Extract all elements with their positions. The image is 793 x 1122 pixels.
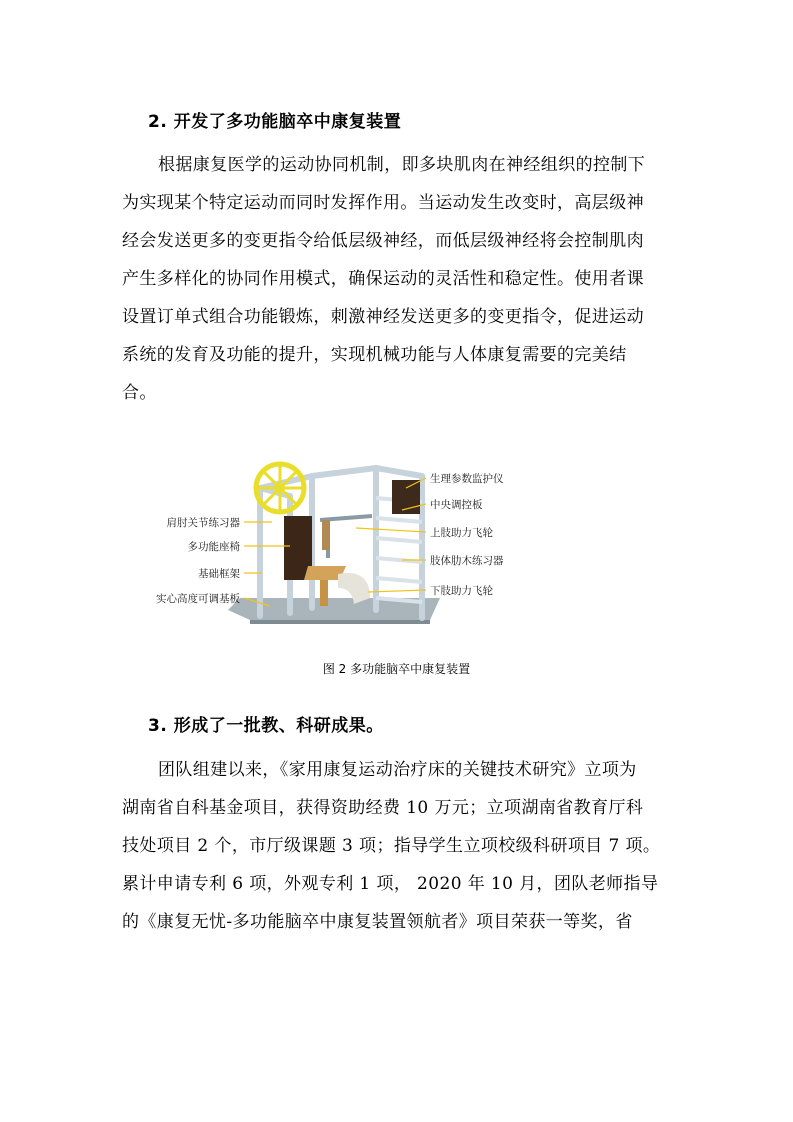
label-monitor: 生理参数监护仪 [430, 473, 504, 485]
paragraph-line: 湖南省自科基金项目，获得资助经费 10 万元；立项湖南省教育厅科 [122, 798, 644, 818]
paragraph-line: 的《康复无忧-多功能脑卒中康复装置领航者》项目荣获一等奖，省 [122, 912, 633, 932]
label-lower-flywheel: 下肢助力飞轮 [430, 585, 493, 597]
label-base-plate: 实心高度可调基板 [156, 593, 240, 605]
section-3-heading: 3. 形成了一批教、科研成果。 [148, 716, 384, 736]
paragraph-line: 团队组建以来，《家用康复运动治疗床的关键技术研究》立项为 [158, 760, 637, 780]
label-shoulder-elbow-trainer: 肩肘关节练习器 [166, 517, 240, 529]
paragraph-line: 系统的发育及功能的提升，实现机械功能与人体康复需要的完美结 [122, 345, 627, 365]
paragraph-line: 产生多样化的协同作用模式，确保运动的灵活性和稳定性。使用者课 [122, 269, 644, 289]
label-wall-bars: 肢体肋木练习器 [430, 555, 504, 567]
label-upper-flywheel: 上肢助力飞轮 [430, 527, 493, 539]
label-multi-seat: 多功能座椅 [187, 541, 240, 553]
figure-caption: 图 2 多功能脑卒中康复装置 [322, 662, 471, 676]
paragraph-line: 合。 [122, 383, 157, 403]
label-base-frame: 基础框架 [198, 568, 240, 580]
paragraph-line: 累计申请专利 6 项，外观专利 1 项， 2020 年 10 月，团队老师指导 [122, 874, 659, 894]
paragraph-line: 技处项目 2 个，市厅级课题 3 项；指导学生立项校级科研项目 7 项。 [122, 836, 661, 856]
label-control-board: 中央调控板 [430, 499, 483, 511]
paragraph-line: 为实现某个特定运动而同时发挥作用。当运动发生改变时，高层级神 [122, 193, 644, 213]
paragraph-line: 根据康复医学的运动协同机制，即多块肌肉在神经组织的控制下 [158, 155, 646, 175]
section-2-heading: 2. 开发了多功能脑卒中康复装置 [148, 112, 402, 132]
paragraph-line: 经会发送更多的变更指令给低层级神经，而低层级神经将会控制肌肉 [122, 231, 644, 251]
rehab-device-figure [140, 448, 540, 644]
paragraph-line: 设置订单式组合功能锻炼，刺激神经发送更多的变更指令，促进运动 [122, 307, 644, 327]
